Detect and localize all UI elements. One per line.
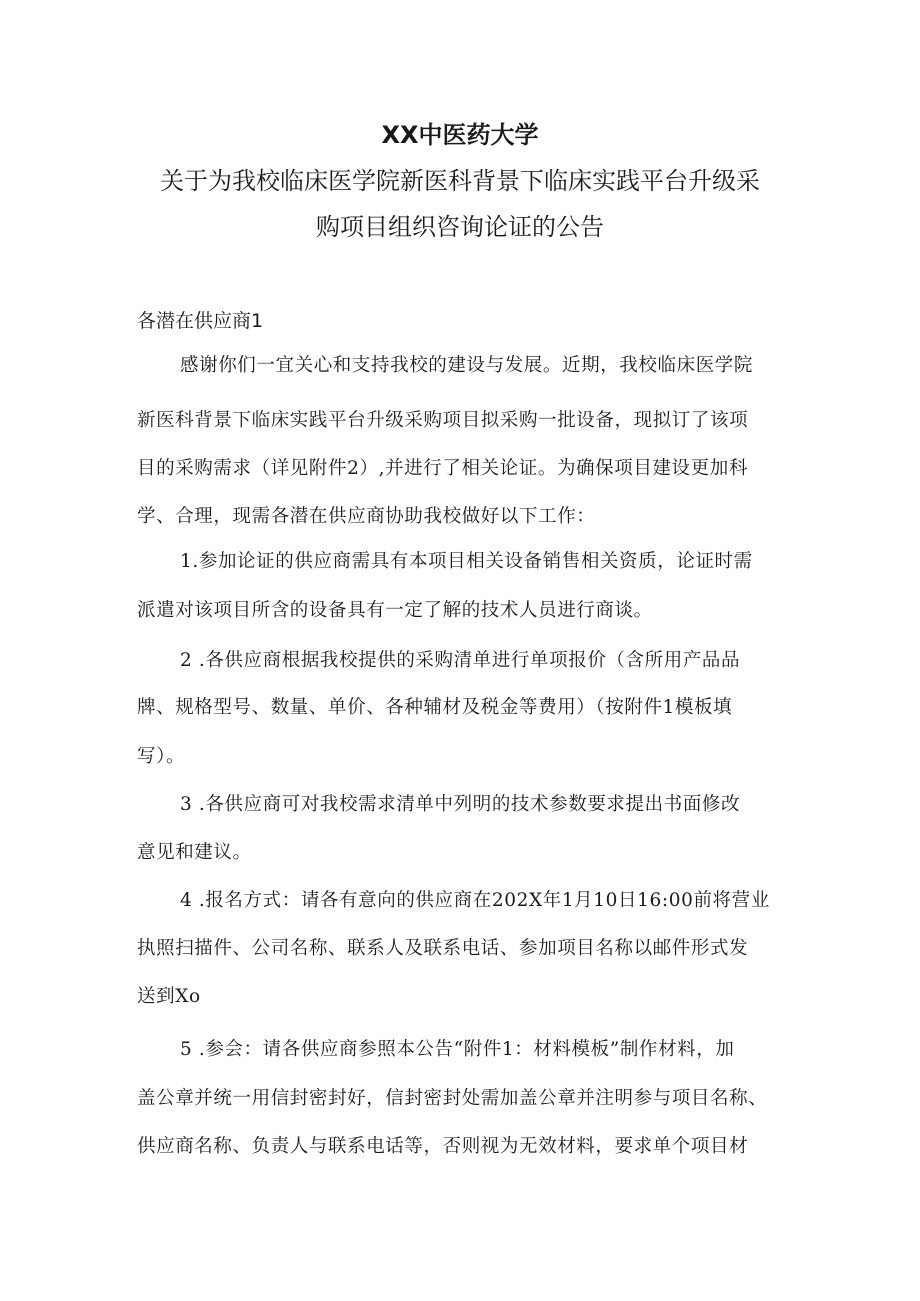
paragraph-4-line-1: 3 .各供应商可对我校需求清单中列明的技术参数要求提出书面修改 [180,794,741,815]
paragraph-3-line-3: 写）。 [137,746,186,767]
paragraph-1-line-4: 学、合理，现需各潜在供应商协助我校做好以下工作： [137,506,596,527]
salutation: 各潜在供应商1 [137,310,264,332]
paragraph-6-line-1: 5 .参会：请各供应商参照本公告“附件1：材料模板”制作材料，加 [180,1039,735,1060]
paragraph-2-line-2: 派遣对该项目所含的设备具有一定了解的技术人员进行商谈。 [137,600,653,621]
paragraph-3-line-1: 2 .各供应商根据我校提供的采购清单进行单项报价（含所用产品品 [180,650,741,671]
paragraph-6-line-3: 供应商名称、负责人与联系电话等，否则视为无效材料，要求单个项目材 [137,1136,749,1157]
title-line-2: 关于为我校临床医学院新医科背景下临床实践平台升级采 [160,167,760,195]
paragraph-4-line-2: 意见和建议。 [137,842,252,863]
paragraph-1-line-1: 感谢你们一宜关心和支持我校的建设与发展。近期，我校临床医学院 [180,355,754,376]
title-line-1: XX中医药大学 [381,121,539,149]
paragraph-3-line-2: 牌、规格型号、数量、单价、各种辅材及税金等费用）（按附件1模板填 [137,697,733,718]
title-line-3: 购项目组织咨询论证的公告 [316,213,604,241]
paragraph-2-line-1: 1.参加论证的供应商需具有本项目相关设备销售相关资质，论证时需 [180,551,753,572]
document-title [0,112,920,250]
paragraph-1-line-3: 目的采购需求（详见附件2）,并进行了相关论证。为确保项目建设更加科 [137,458,748,479]
paragraph-6-line-2: 盖公章并统一用信封密封好，信封密封处需加盖公章并注明参与项目名称、 [137,1088,768,1109]
paragraph-1-line-2: 新医科背景下临床实践平台升级采购项目拟采购一批设备，现拟订了该项 [137,410,749,431]
paragraph-5-line-2: 执照扫描件、公司名称、联系人及联系电话、参加项目名称以邮件形式发 [137,938,749,959]
paragraph-5-line-1: 4 .报名方式：请各有意向的供应商在202X年1月10日16:00前将营业 [180,890,770,911]
paragraph-5-line-3: 送到Xo [137,986,201,1007]
